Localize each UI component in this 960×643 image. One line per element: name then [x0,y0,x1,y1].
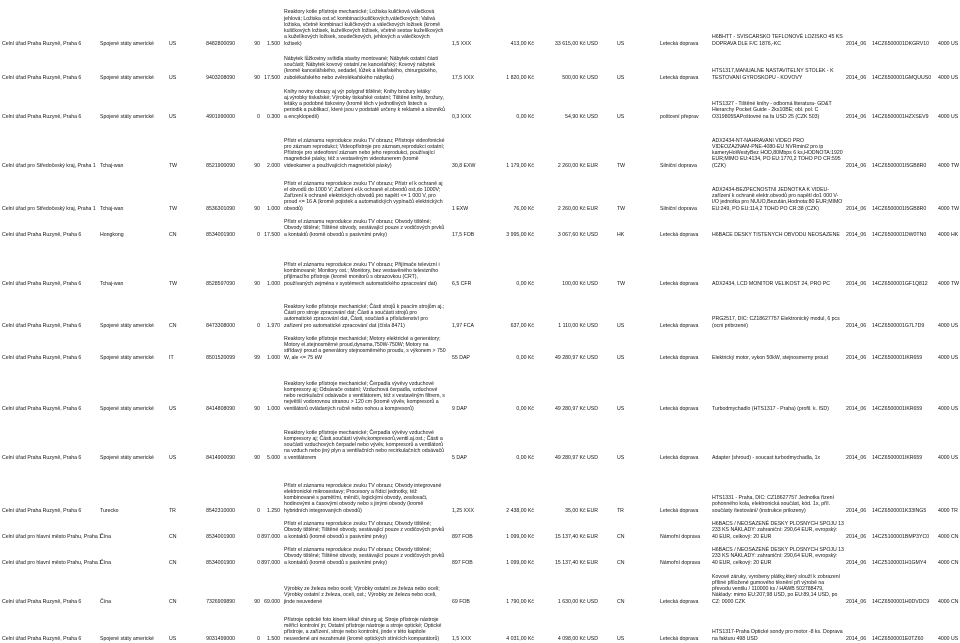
goods-description-cell: H6BACS / NEOSAZENÉ DESKY PLOSNYCH SPOJU 13 233 KS NÁKLADY: zahraniční: 290,64 EUR, evropský: 40 EUR, celkový: 20 EUR [712,521,844,540]
tariff-code-cell: 8542310000 [206,507,235,514]
goods-description-cell: HTS1317-Praha Optické sondy pro motor -8 ks. Doprava na fakturu 498 USD [712,629,843,642]
country2-cell: US [951,454,959,461]
document-id-cell: 14CZ5100001BMP3YC0 [872,533,930,540]
goods-description-cell: HTS1317,MANUALNE NASTAVITELNY STOLEK - K TESTOVANI GYROSKOPU - KOVOVY [712,68,834,81]
tariff-code-cell: 4901990000 [206,113,235,120]
table-row [0,462,960,514]
weight-cell: 1.000 [267,354,280,361]
weight-cell: 1.250 [267,507,280,514]
stat-value-cell: 15 137,40 Kč EUR [555,533,598,540]
weight-cell: 69.000 [264,598,280,605]
currency-cell: US [617,405,625,412]
goods-description-cell: H6BHTT - SVISCARSKO TEFLONOVÉ LOZISKO 45 KS DOPRAVA DLE F/C 1876,-KC [712,34,843,47]
table-row [0,362,960,412]
quantity-cell: 55 DAP [452,354,470,361]
table-row [0,170,960,212]
currency-cell: CN [617,598,625,605]
table-row [0,606,960,642]
stat-value-cell: 49 280,97 Kč USD [555,454,598,461]
code-cell: 4000 [938,322,950,329]
quantity-cell: 9 DAP [452,405,467,412]
customs-office-cell: Celní úřad Praha Ruzyně, Praha 6 [2,598,82,605]
description-cell: Reaktory kotle přístroje mechanické; Motory elektrické a generátory; Motory el.stejnosměrné proud,dynama,750W-750W; Motory na střídavý proud a generátory stejnosměrného proudu, s výkonem > 750 W, ale <= 75 kW [284,335,446,361]
country-name-cell: Spojené státy americké [100,40,154,47]
tariff-code-cell: 8473308000 [206,322,235,329]
stat-value-cell: 35,00 Kč EUR [565,507,598,514]
customs-office-cell: Celní úřad pro hlavní město Prahu, Praha 1 [2,559,103,566]
country-code-cell: CN [169,231,177,238]
goods-description-cell: HTS1331 - Praha, DIC: CZ18627757 Jednotka řízení pohonného kola, elektronická součást, kód. 1x, příl. součásty /testování/ (instrukce prilozeny) [712,495,834,514]
tariff-code-cell: 8521900090 [206,162,235,169]
value-czk-cell: 637,00 Kč [510,322,534,329]
document-id-cell: 14CZ6500001G7L7D9 [872,322,925,329]
document-id-cell: 14CZ6500001GMQUUS0 [872,74,932,81]
value-czk-cell: 0,00 Kč [516,354,534,361]
transport-cell: Letecká doprava [660,598,699,605]
goods-description-cell: Elektrický motor, vykon 50kW, stejnosmerny proud [712,354,828,361]
period-cell: 2014_06 [846,559,867,566]
quantity-cell: 5 DAP [452,454,467,461]
document-id-cell: 14CZ6500001GF1Q812 [872,280,928,287]
stat-value-cell: 1 630,00 Kč USD [557,598,598,605]
period-cell: 2014_06 [846,322,867,329]
quantity-cell: 1,25 XXX [452,507,474,514]
period-cell: 2014_06 [846,280,867,287]
country2-cell: CN [951,559,959,566]
tariff-code-cell: 8414900090 [206,454,235,461]
weight-cell: 0.300 [267,113,280,120]
country-code-cell: US [169,454,177,461]
transport-cell: Letecká doprava [660,280,699,287]
code-cell: 4000 [938,280,950,287]
document-id-cell: 14CZ6500001I5GB8R0 [872,162,927,169]
weight-cell: 17.500 [264,231,280,238]
weight-cell: 5.000 [267,454,280,461]
stat-value-cell: 500,00 Kč USD [562,74,598,81]
line-cell: 99 [254,354,260,361]
customs-office-cell: Celní úřad pro Středočeský kraj, Praha 1 [2,205,96,212]
country2-cell: US [951,40,959,47]
goods-description-cell: ADX2434-NT-NAHRAVANI VIDEO PRO VIDEOZAZNAM-PNE-4080-EU NVRmini2 pro ip kameryHoWestyBez HOD,80Mbps 6 ks,HODNOTA:1920 EUR;MIMO EU:4134, PO EU:1770,2 TOHO PO CR:595 (CZK) [712,137,843,169]
quantity-cell: 897 FOB [452,533,473,540]
weight-cell: 2.000 [267,162,280,169]
stat-value-cell: 15 137,40 Kč EUR [555,559,598,566]
line-cell: 90 [254,405,260,412]
weight-cell: 1.500 [267,635,280,642]
customs-office-cell: Celní úřad pro hlavní město Prahu, Praha 1 [2,533,103,540]
country2-cell: US [951,405,959,412]
goods-description-cell: H6BACE DESKY TISTENYCH OBVODU NEOSAZENE [712,231,840,238]
table-row [0,82,960,120]
value-czk-cell: 4 031,00 Kč [506,635,534,642]
line-cell: 0 [257,113,260,120]
code-cell: 4000 [938,507,950,514]
transport-cell: Silniční doprava [660,162,697,169]
code-cell: 4000 [938,559,950,566]
currency-cell: TR [617,507,624,514]
currency-cell: US [617,454,625,461]
goods-description-cell: H6BACS / NEOSAZENÉ DESKY PLOSNYCH SPOJU 13 233 KS NÁKLADY: zahraniční: 290,64 EUR, evropský: 40 EUR, celkový: 20 EUR [712,547,844,566]
country-code-cell: US [169,635,177,642]
country-name-cell: Spojené státy americké [100,113,154,120]
quantity-cell: 1 EXW [452,205,469,212]
description-cell: Reaktory kotle přístroje mechanické; Čerpadla vývěvy vzduchové kompresory aj; Části,součásti vývěv,kompresorů,ventil.aj.ost.; Části a součásti vzduchových čerpadel nebo vývěv, kompresorů a ventilátorů na vzduch nebo jiný plyn a ventilačních nebo recirkulačních odsávačů s ventilátorem [284,429,445,461]
currency-cell: CN [617,533,625,540]
customs-office-cell: Celní úřad Praha Ruzyně, Praha 6 [2,74,82,81]
description-cell: Nábytek lůžkoviny svítidla stavby montované; Nábytek ostatní části součásti; Nábytek kovový ostatní,ne kancelářský; Kovový nábytek (kromě kancelářského, sedadel, lůžek a lékařského, chirurgického, zubolékařského nebo zvěrolékařského nábytku) [284,55,438,81]
description-cell: Reaktory kotle přístroje mechanické; Ložiska kuličková válečková jehlová; Ložiska ost.vč kombinaci;kuličkových,válečkových; Valivá ložiska, včetně kombinací kuličkových a válečkových ložisek (kromě kuličkových ložisek, kuželíkových ložisek, včetně sestav kuželíkových a kuželíkových ložisek, soudečkových, jehlových a válečkových ložisek) [284,9,444,47]
quantity-cell: 1,5 XXX [452,635,472,642]
country2-cell: US [951,354,959,361]
code-cell: 4000 [938,354,950,361]
country-name-cell: Čína [100,559,111,566]
country-code-cell: TW [169,280,178,287]
line-cell: 90 [254,205,260,212]
table-row [0,48,960,81]
goods-description-cell: HTS1327 - Tištěné knihy - odborná literatura- GD&T Hierarchy Pocket Guide - 2ks10BE; obl. pol. C O3198055APoštovné na fa USD 25 (CZK 503) [712,101,832,120]
country-name-cell: Tchaj-wan [100,162,124,169]
value-czk-cell: 2 438,00 Kč [506,507,534,514]
currency-cell: CN [617,559,625,566]
weight-cell: 897.000 [261,559,280,566]
line-cell: 0 [257,507,260,514]
stat-value-cell: 49 280,97 Kč USD [555,354,598,361]
description-cell: Přístr el záznamu reprodukce zvuku TV obrazu; Přístroje videofonické pro záznam reprodukci; Videopřístroje pro záznam,reprodukci ostatní; Přístroje pro videofonní záznam nebo jeho reprodukci, používající magnetické pásky, též s vestavěným videotunerem (kromě videokamer a používajících magnetické pásky) [284,137,445,169]
document-id-cell: 14CZ6500001IKR659 [872,354,923,361]
country-code-cell: US [169,113,177,120]
document-id-cell: 14CZ6500001DW0TN0 [872,231,927,238]
country-name-cell: Spojené státy americké [100,405,154,412]
code-cell: 4000 [938,162,950,169]
goods-description-cell: Kovové záruky, vyrobeny plátky,který slouží k zobrazení příliné přiložené gumového těsnění při výrobě na převodu ventilu / 110000 ks / HAWB 502788479, Náklady: mimo EU:207,98 USD, po EU:89,14 USD, po CZ: 0000 CZK [712,573,841,605]
description-cell: Přístr el záznamu reprodukce zvuku TV obrazu; Obvody tištěné; Obvody tištěné; Tištěné obvody, sestávající pouze z vodičových prvků a kontaktů (kromě obvodů s pasivními prvky) [284,219,445,238]
currency-cell: US [617,322,625,329]
country-code-cell: CN [169,322,177,329]
document-id-cell: 14CZ6500001I5GB8R0 [872,205,927,212]
line-cell: 90 [254,598,260,605]
value-czk-cell: 1 179,00 Kč [506,162,534,169]
tariff-code-cell: 8534001900 [206,559,235,566]
line-cell: 0 [257,231,260,238]
quantity-cell: 897 FOB [452,559,473,566]
stat-value-cell: 33 615,00 Kč USD [555,40,598,47]
country-name-cell: Tchaj-wan [100,280,124,287]
country-code-cell: CN [169,533,177,540]
customs-office-cell: Celní úřad Praha Ruzyně, Praha 6 [2,454,82,461]
tariff-code-cell: 8482800090 [206,40,235,47]
country-name-cell: Hongkong [100,231,124,238]
code-cell: 4000 [938,205,950,212]
tariff-code-cell: 8534001900 [206,231,235,238]
country-code-cell: CN [169,598,177,605]
description-cell: Přístr el záznamu reprodukce zvuku TV obrazu; Obvody tištěné; Obvody tištěné; Tištěné obvody, sestávající pouze z vodičových prvků a kontaktů (kromě obvodů s pasivními prvky) [284,547,445,566]
table-row [0,541,960,566]
description-cell: Přístr el záznamu reprodukce zvuku TV obrazu; Obvody tištěné; Obvody tištěné; Tištěné obvody, sestávající pouze z vodičových prvků a kontaktů (kromě obvodů s pasivními prvky) [284,521,445,540]
period-cell: 2014_06 [846,40,867,47]
stat-value-cell: 2 260,00 Kč EUR [557,205,598,212]
value-czk-cell: 1 099,00 Kč [506,559,534,566]
stat-value-cell: 2 260,00 Kč EUR [557,162,598,169]
line-cell: 90 [254,74,260,81]
country2-cell: CN [951,533,959,540]
table-row [0,0,960,47]
goods-description-cell: Adapter (shroud) - soucast turbodmychadla, 1x [712,454,821,461]
currency-cell: TW [617,205,626,212]
tariff-code-cell: 8414808090 [206,405,235,412]
line-cell: 90 [254,280,260,287]
table-row [0,121,960,169]
weight-cell: 1.000 [267,280,280,287]
transport-cell: Letecká doprava [660,231,699,238]
transport-cell: Letecká doprava [660,405,699,412]
value-czk-cell: 413,00 Kč [510,40,534,47]
code-cell: 4000 [938,598,950,605]
country-code-cell: US [169,405,177,412]
code-cell: 4000 [938,74,950,81]
quantity-cell: 6,5 CFR [452,280,472,287]
stat-value-cell: 100,00 Kč USD [562,280,598,287]
currency-cell: US [617,40,625,47]
period-cell: 2014_06 [846,74,867,81]
code-cell: 4000 [938,533,950,540]
line-cell: 0 [257,635,260,642]
period-cell: 2014_06 [846,162,867,169]
stat-value-cell: 1 110,00 Kč USD [558,322,598,329]
description-cell: Reaktory kotle přístroje mechanické; Části strojů k psacím strojům aj.; Části pro stroje zpracování dat; Části a součásti strojů pro automatické zpracování dat, Části, součásti a příslušenství pro zařízení pro automatické zpracování dat (čísla 8471) [284,303,445,329]
country-name-cell: Tchaj-wan [100,205,124,212]
transport-cell: Letecká doprava [660,74,699,81]
country-name-cell: Čína [100,598,111,605]
currency-cell: TW [617,162,626,169]
currency-cell: TW [617,280,626,287]
customs-office-cell: Celní úřad Praha Ruzyně, Praha 6 [2,405,82,412]
goods-description-cell: ADX2434, LCD MONITOR VELIKOST 24, PRO PC [712,280,831,287]
period-cell: 2014_06 [846,454,867,461]
customs-office-cell: Celní úřad Praha Ruzyně, Praha 6 [2,231,82,238]
currency-cell: US [617,354,625,361]
document-id-cell: 14CZ6500001IKR659 [872,405,923,412]
tariff-code-cell: 7326909890 [206,598,235,605]
period-cell: 2014_06 [846,231,867,238]
country2-cell: US [951,635,959,642]
transport-cell: Letecká doprava [660,454,699,461]
transport-cell: Letecká doprava [660,322,699,329]
line-cell: 90 [254,454,260,461]
customs-office-cell: Celní úřad Praha Ruzyně, Praha 6 [2,507,82,514]
country-code-cell: CN [169,559,177,566]
code-cell: 4000 [938,454,950,461]
description-cell: Přístroje optické foto kinem lékař chirurg aj; Stroje přístroje nástroje měřicí kontrolní jn; Ostatní přístroje nástroje a stroje optické; Optické přístroje, a zařízení, stroje nebo kontrolní, jinde v této kapitole neuvedené ani nezahrnuté (kromě optických stínících komparátorů) [284,616,442,642]
country-code-cell: IT [169,354,174,361]
stat-value-cell: 54,90 Kč USD [565,113,598,120]
table-row [0,413,960,461]
country2-cell: US [951,322,959,329]
transport-cell: Letecká doprava [660,354,699,361]
value-czk-cell: 3 995,00 Kč [506,231,534,238]
document-id-cell: 14CZ6500001K33ING5 [872,507,927,514]
transport-cell: Letecká doprava [660,635,699,642]
description-cell: Výrobky ze železa nebo oceli; Výrobky ostatní ze železa nebo oceli; Výrobky ostatní z železa, oceli, ost.; Výrobky ze železa nebo oceli, jinde neuvedené [284,586,440,605]
code-cell: 4000 [938,405,950,412]
tariff-code-cell: 9403208090 [206,74,235,81]
document-id-cell: 14CZ6500001H0DVDC9 [872,598,930,605]
value-czk-cell: 0,00 Kč [516,405,534,412]
table-row [0,288,960,329]
goods-description-cell: Turbodmychadlo (HTS1317 - Praha) (profil. k. ISD) [712,405,829,412]
code-cell: 4000 [938,231,950,238]
value-czk-cell: 0,00 Kč [516,454,534,461]
table-row [0,567,960,605]
customs-office-cell: Celní úřad Praha Ruzyně, Praha 6 [2,354,82,361]
stat-value-cell: 3 067,60 Kč USD [557,231,598,238]
table-row [0,239,960,287]
line-cell: 0 [257,322,260,329]
document-id-cell: 14CZ5100001H1GMY4 [872,559,927,566]
description-cell: Přístr el záznamu reprodukce zvuku TV obrazu; Přijímače televizní i kombinované; Monitory ost.; Monitory, bez vestavěného televizního přijímacího přístroje (kromě monitorů s obrazovkou (CRT), používaných zejména v systémech automatického zpracování dat) [284,261,440,287]
quantity-cell: 0,3 XXX [452,113,472,120]
transport-cell: Námořní doprava [660,559,701,566]
tariff-code-cell: 8528597090 [206,280,235,287]
country2-cell: HK [951,231,959,238]
country2-cell: TW [951,280,960,287]
transport-cell: Letecká doprava [660,507,699,514]
period-cell: 2014_06 [846,205,867,212]
country-name-cell: Spojené státy americké [100,74,154,81]
country-name-cell: Spojené státy americké [100,635,154,642]
country2-cell: CN [951,598,959,605]
code-cell: 4000 [938,113,950,120]
weight-cell: 1.500 [267,40,280,47]
country-name-cell: Spojené státy americké [100,454,154,461]
quantity-cell: 17,5 FOB [452,231,475,238]
period-cell: 2014_06 [846,354,867,361]
transport-cell: Silniční doprava [660,205,697,212]
period-cell: 2014_06 [846,598,867,605]
line-cell: 0 [257,559,260,566]
currency-cell: US [617,113,625,120]
country-code-cell: US [169,40,177,47]
description-cell: Reaktory kotle přístroje mechanické; Čerpadla vývěvy vzduchové kompresory aj; Odsávače ostatní; Vzduchová čerpadla, vzduchové nebo recirkulační odsávače s ventilátorem, též s vestavěným filtrem, s největší vodorovnou stranou > 120 cm (kromě vývěv, kompresorů a ventilátorů ovládaných ručně nebo nohou a kompresorů) [284,380,445,412]
quantity-cell: 69 FOB [452,598,470,605]
weight-cell: 1.000 [267,405,280,412]
weight-cell: 1.970 [267,322,280,329]
table-row [0,213,960,238]
country2-cell: US [951,74,959,81]
country2-cell: TW [951,205,960,212]
value-czk-cell: 1 790,00 Kč [506,598,534,605]
currency-cell: US [617,635,625,642]
customs-office-cell: Celní úřad Praha Ruzyně, Praha 6 [2,322,82,329]
country-code-cell: TW [169,162,178,169]
description-cell: Knihy noviny obrazy aj výr polygraf tištěné; Knihy brožury letáky aj.výrobky tiskařské; Výrobky tiskařské ostatní; Tištěné knihy, brožury, letáky a podobné tiskoviny (kromě těch v jednotlivých listech a periodik a publikací, které jsou v podstatě určeny k reklamě a slovníků a encyklopedií) [284,88,445,120]
period-cell: 2014_06 [846,113,867,120]
goods-description-cell: PRG2517, DIC: CZ18627757 Elektronický modul, 6 pcs (ocni pribrzené) [712,316,840,329]
country-name-cell: Turecko [100,507,119,514]
country-name-cell: Čína [100,533,111,540]
customs-office-cell: Celní úřad Praha Ruzyně, Praha 6 [2,280,82,287]
stat-value-cell: 49 280,97 Kč USD [555,405,598,412]
period-cell: 2014_06 [846,635,867,642]
code-cell: 4000 [938,40,950,47]
country-name-cell: Spojené státy americké [100,354,154,361]
customs-office-cell: Celní úřad pro Středočeský kraj, Praha 1 [2,162,96,169]
line-cell: 90 [254,162,260,169]
weight-cell: 17.500 [264,74,280,81]
customs-office-cell: Celní úřad Praha Ruzyně, Praha 6 [2,40,82,47]
country2-cell: TW [951,162,960,169]
line-cell: 0 [257,533,260,540]
document-id-cell: 14CZ6500001HZXSEV9 [872,113,929,120]
quantity-cell: 1,97 FCA [452,322,474,329]
transport-cell: Námořní doprava [660,533,701,540]
currency-cell: HK [617,231,625,238]
currency-cell: US [617,74,625,81]
document-id-cell: 14CZ6500001E0TZ60 [872,635,924,642]
table-row [0,515,960,540]
quantity-cell: 30,8 EXW [452,162,476,169]
quantity-cell: 1,5 XXX [452,40,472,47]
value-czk-cell: 1 099,00 Kč [506,533,534,540]
value-czk-cell: 1 820,00 Kč [506,74,534,81]
country2-cell: TR [951,507,958,514]
period-cell: 2014_06 [846,405,867,412]
period-cell: 2014_06 [846,507,867,514]
value-czk-cell: 0,00 Kč [516,280,534,287]
country-code-cell: TW [169,205,178,212]
country-code-cell: US [169,74,177,81]
description-cell: Přístr el záznamu reprodukce zvuku TV obrazu; Přístr el k ochraně aj el obvodů do 1000 V; Zařízení el.k ochraně el.obvodů ost,do 1000V; Zařízení k ochraně elektrických obvodů pro napětí <= 1 000 V, pro proud <= 16 A (kromě pojistek a automatických vypínačů elektrických obvodů) [284,180,443,212]
document-id-cell: 14CZ6500001IKR659 [872,454,923,461]
weight-cell: 897.000 [261,533,280,540]
line-cell: 90 [254,40,260,47]
transport-cell: poštovní přeprav [660,113,699,120]
goods-description-cell: ADX2434-BEZPECNOSTNI JEDNOTKA K VIDEU-zařízení k ochraně elektr.obvodů pro napětí do1 000 V-I/O jednotka pro NUUO,Bezután,Hodnota:80 EUR;MIMO EU:249, PO EU:114,2 TOHO PO CR:38 (CZK) [712,186,843,212]
description-cell: Přístr el záznamu reprodukce zvuku TV obrazu; Obvody integrované elektronické mikrosestavy; Procesory a řídicí jednotky, též kombinované s paměťmi, měniči, logickými obvody, zesilovači, hodinovými a časovými obvody nebo s jinými obvody (kromě hybridních integrovaných obvodů) [284,482,442,514]
value-czk-cell: 0,00 Kč [516,113,534,120]
quantity-cell: 17,5 XXX [452,74,474,81]
table-row [0,330,960,361]
country2-cell: US [951,113,959,120]
country-name-cell: Spojené státy americké [100,322,154,329]
code-cell: 4000 [938,635,950,642]
transport-cell: Letecká doprava [660,40,699,47]
tariff-code-cell: 8501520099 [206,354,235,361]
customs-office-cell: Celní úřad Praha Ruzyně, Praha 6 [2,113,82,120]
tariff-code-cell: 8534001900 [206,533,235,540]
value-czk-cell: 76,00 Kč [513,205,534,212]
document-id-cell: 14CZ6500001DKGRV10 [872,40,930,47]
weight-cell: 1.000 [267,205,280,212]
country-code-cell: TR [169,507,176,514]
period-cell: 2014_06 [846,533,867,540]
customs-office-cell: Celní úřad Praha Ruzyně, Praha 6 [2,635,82,642]
stat-value-cell: 4 098,00 Kč USD [557,635,598,642]
tariff-code-cell: 9031499000 [206,635,235,642]
tariff-code-cell: 8536301090 [206,205,235,212]
